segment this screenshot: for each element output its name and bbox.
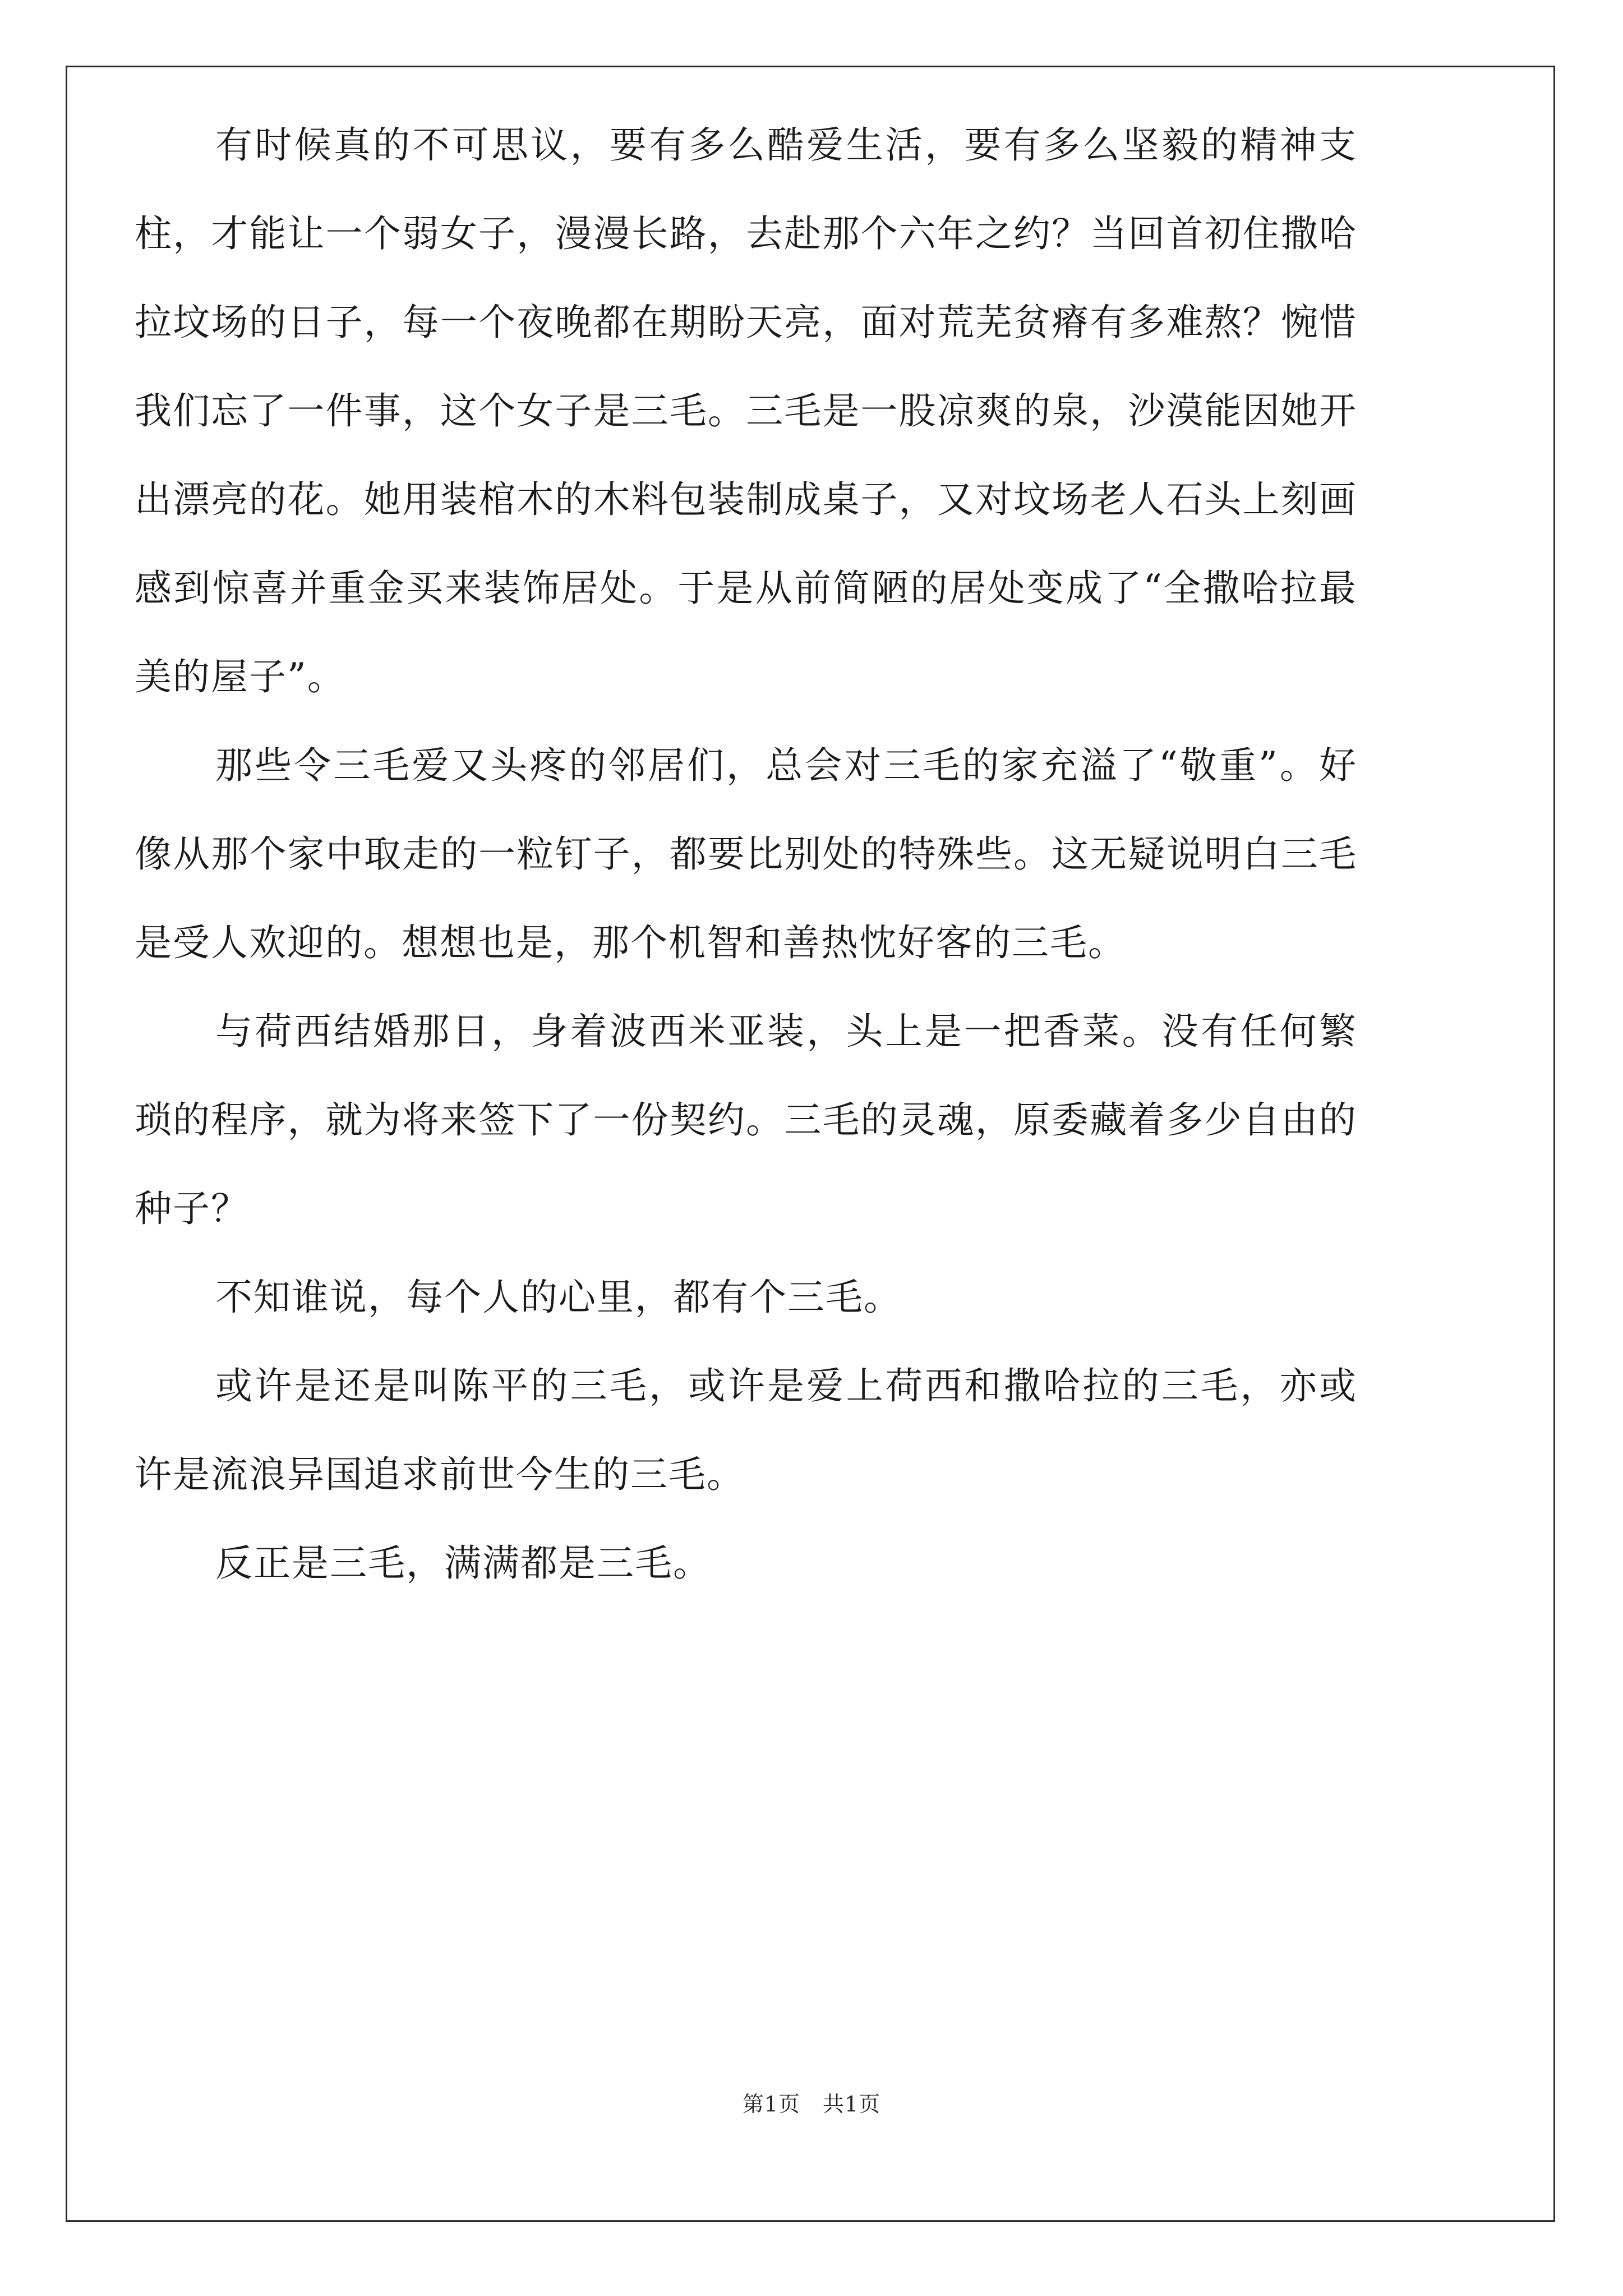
page-footer [0,2087,1623,2118]
document-body [135,101,1357,1608]
paragraph: 那些令三毛爱又头疼的邻居们，总会对三毛的家充溢了“敬重”。好像从那个家中取走的一粒钉子，都要比别处的特殊些。这无疑说明白三毛是受人欢迎的。想想也是，那个机智和善热忱好客的三毛。 [135,744,1357,964]
page-number: 第1页 [742,2092,800,2116]
paragraph: 有时候真的不可思议，要有多么酷爱生活，要有多么坚毅的精神支柱，才能让一个弱女子，漫漫长路，去赴那个六年之约？当回首初住撒哈拉坟场的日子，每一个夜晚都在期盼天亮，面对荒芜贫瘠有多难熬？惋惜我们忘了一件事，这个女子是三毛。三毛是一股凉爽的泉，沙漠能因她开出漂亮的花。她用装棺木的木料包装制成桌子，又对坟场老人石头上刻画感到惊喜并重金买来装饰居处。于是从前简陋的居处变成了“全撒哈拉最美的屋子”。 [135,123,1357,698]
paragraph: 与荷西结婚那日，身着波西米亚装，头上是一把香菜。没有任何繁琐的程序，就为将来签下了一份契约。三毛的灵魂，原委藏着多少自由的种子？ [135,1010,1357,1230]
paragraph: 不知谁说，每个人的心里，都有个三毛。 [215,1276,902,1319]
page-total: 共1页 [823,2092,881,2116]
paragraph: 或许是还是叫陈平的三毛，或许是爱上荷西和撒哈拉的三毛，亦或许是流浪异国追求前世今生的三毛。 [135,1364,1357,1496]
paragraph: 反正是三毛，满满都是三毛。 [215,1542,711,1585]
